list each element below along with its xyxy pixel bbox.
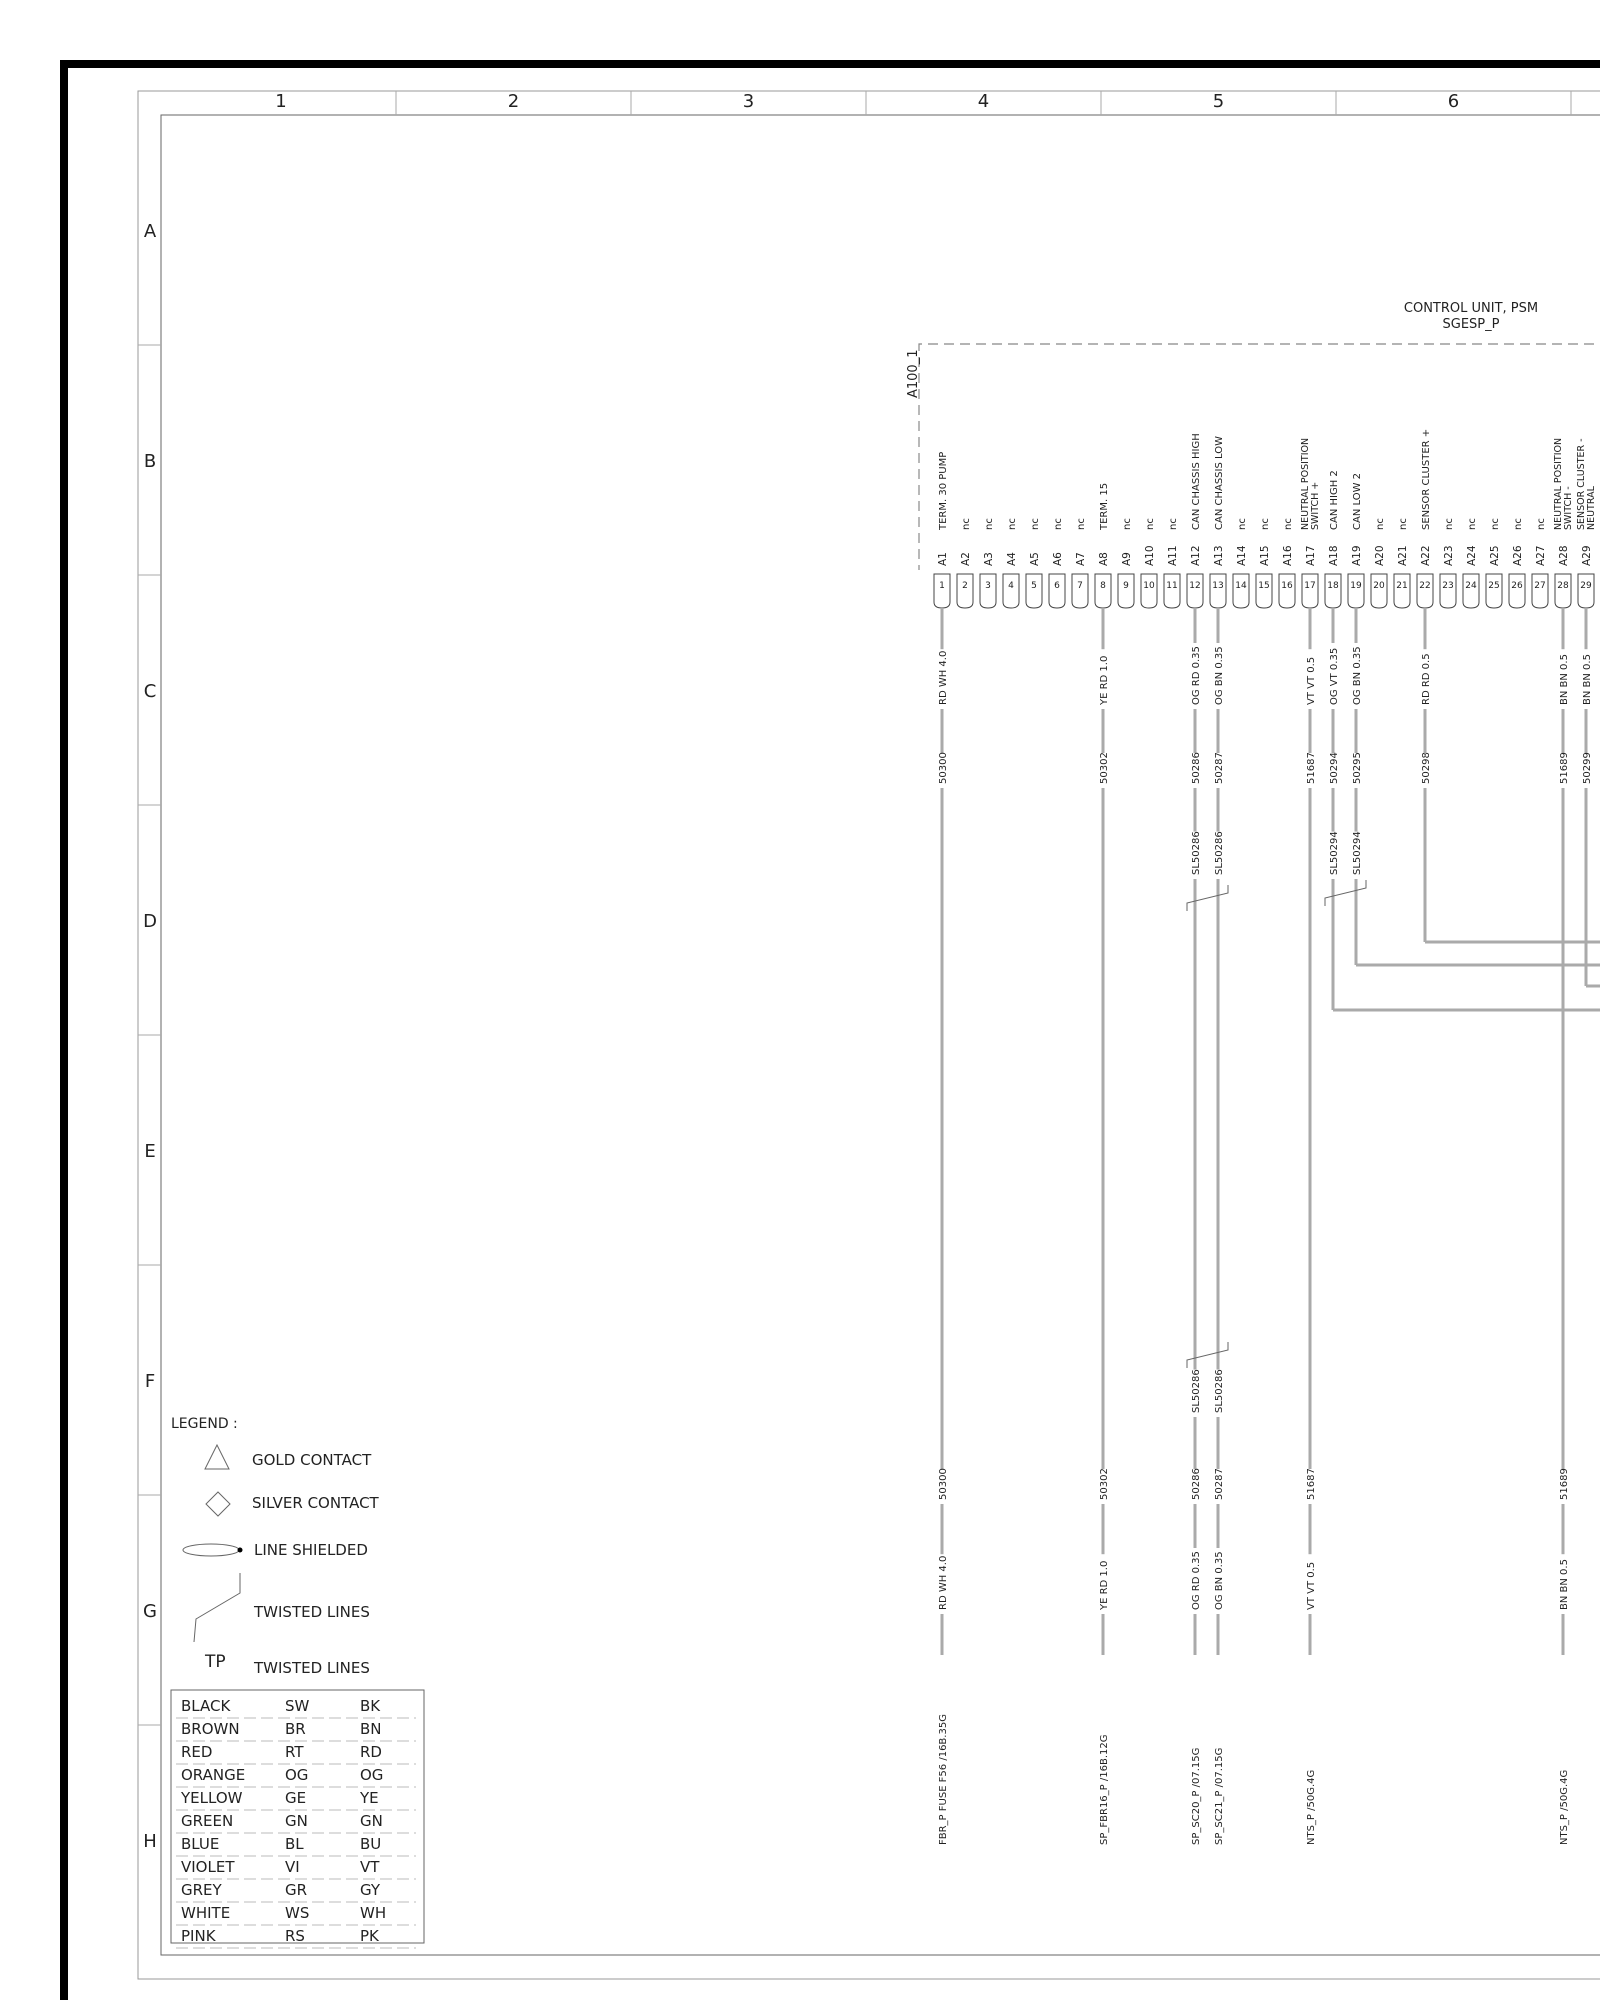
pin-terminal-box: [934, 574, 950, 608]
pin-number: 3: [985, 581, 991, 591]
color-table-cell: BK: [360, 1697, 381, 1715]
wire-destination: SP_SC20_P /07.15G: [1191, 1747, 1202, 1845]
grid-column-label: 1: [275, 91, 287, 112]
pin-function-label: nc: [1007, 518, 1018, 530]
grid-row-label: B: [143, 451, 157, 472]
pin-4[interactable]: [1003, 518, 1019, 608]
pin-number: 15: [1258, 581, 1270, 591]
shield-dot-icon: [238, 1548, 243, 1553]
pin-cavity-id: A7: [1075, 552, 1087, 566]
pin-function-label: nc: [1168, 518, 1179, 530]
color-table-cell: BU: [360, 1835, 382, 1853]
pin-6[interactable]: [1049, 518, 1065, 608]
grid-row-label: E: [144, 1141, 156, 1162]
wire-pin-1[interactable]: [936, 608, 949, 1845]
pin-cavity-id: A4: [1006, 552, 1018, 566]
grid-row-label: G: [143, 1601, 157, 1622]
pin-function-label: nc: [1030, 518, 1041, 530]
pin-function-label: nc: [1076, 518, 1087, 530]
pin-terminal-box: [1187, 574, 1203, 608]
grid-row-label: F: [144, 1371, 156, 1392]
grid-column-label: 4: [977, 91, 990, 112]
color-table-cell: GN: [285, 1812, 308, 1830]
wire-label: BN BN 0.5: [1582, 654, 1593, 705]
pin-function-label: nc: [1444, 518, 1455, 530]
wire-label: BN BN 0.5: [1559, 654, 1570, 705]
pin-terminal-box: [1555, 574, 1571, 608]
legend-title: LEGEND :: [171, 1416, 238, 1432]
pin-terminal-box: [1440, 574, 1456, 608]
pin-terminal-box: [1417, 574, 1433, 608]
wire-label: 50300: [938, 752, 949, 784]
wire-label: SL50286: [1214, 831, 1225, 875]
pin-terminal-box: [1509, 574, 1525, 608]
pin-cavity-id: A9: [1121, 552, 1133, 566]
pin-terminal-box: [1348, 574, 1364, 608]
pin-function-label: nc: [984, 518, 995, 530]
component-outline: [919, 344, 1600, 570]
pin-function-label: TERM. 30 PUMP: [938, 451, 949, 530]
pin-12[interactable]: [1187, 433, 1203, 608]
color-table-cell: GREEN: [181, 1812, 234, 1830]
pin-terminal-box: [1026, 574, 1042, 608]
twisted-pair-marker: [1187, 885, 1228, 911]
pin-number: 9: [1123, 581, 1129, 591]
wire-pin-29[interactable]: [1580, 608, 1600, 986]
wire-label: SL50286: [1191, 1369, 1202, 1413]
color-table-cell: VI: [285, 1858, 300, 1876]
pin-number: 1: [939, 581, 945, 591]
pin-number: 17: [1304, 581, 1316, 591]
pin-23[interactable]: [1440, 518, 1456, 608]
pin-3[interactable]: [980, 518, 996, 608]
wire-label: SL50286: [1191, 831, 1202, 875]
pin-cavity-id: A20: [1374, 545, 1386, 566]
pin-number: 22: [1419, 581, 1431, 591]
connector-pins: [934, 429, 1597, 608]
component-subtitle: SGESP_P: [1442, 317, 1500, 332]
pin-terminal-box: [1532, 574, 1548, 608]
wire-label: VT VT 0.5: [1306, 1561, 1317, 1610]
color-table-cell: BN: [360, 1720, 382, 1738]
twisted-pair-marker: [1325, 880, 1366, 906]
wire-label: RD WH 4.0: [938, 1555, 949, 1610]
pin-function-label: CAN CHASSIS LOW: [1214, 436, 1225, 530]
pin-15[interactable]: [1256, 518, 1272, 608]
drawing-border: [161, 115, 1600, 1955]
pin-cavity-id: A10: [1144, 545, 1156, 566]
pin-28[interactable]: [1553, 438, 1574, 608]
wire-label: OG VT 0.35: [1329, 647, 1340, 705]
line-shielded-icon: [183, 1544, 239, 1556]
reference-grid: [138, 91, 1571, 1852]
color-table-cell: RED: [181, 1743, 213, 1761]
pin-17[interactable]: [1300, 438, 1321, 608]
pin-function-label: SENSOR CLUSTER -NEUTRAL: [1576, 438, 1597, 530]
grid-row-label: H: [143, 1831, 157, 1852]
pin-24[interactable]: [1463, 518, 1479, 608]
wire-destination: SP_SC21_P /07.15G: [1214, 1747, 1225, 1845]
wire-label: YE RD 1.0: [1099, 655, 1110, 705]
color-table-cell: GREY: [181, 1881, 222, 1899]
wire-label: 50300: [938, 1468, 949, 1500]
pin-8[interactable]: [1095, 483, 1111, 608]
pin-number: 8: [1100, 581, 1106, 591]
pin-cavity-id: A26: [1512, 545, 1524, 566]
silver-contact-diamond-icon: [206, 1492, 230, 1516]
pin-22[interactable]: [1417, 429, 1433, 608]
wire-pin-12[interactable]: [1189, 608, 1202, 1845]
pin-cavity-id: A24: [1466, 545, 1478, 566]
wire-label: 50299: [1582, 752, 1593, 784]
wire-destination: FBR_P FUSE F56 /16B.35G: [938, 1714, 949, 1845]
wire-label: OG BN 0.35: [1214, 646, 1225, 705]
pin-function-label: CAN HIGH 2: [1329, 470, 1340, 530]
wire-label: 51687: [1306, 1468, 1317, 1500]
pin-number: 23: [1442, 581, 1454, 591]
pin-terminal-box: [1164, 574, 1180, 608]
pin-27[interactable]: [1532, 518, 1548, 608]
pin-cavity-id: A6: [1052, 552, 1064, 566]
wire-label: 50295: [1352, 752, 1363, 784]
pin-function-label: nc: [1053, 518, 1064, 530]
grid-column-label: 2: [507, 91, 520, 112]
pin-number: 2: [962, 581, 968, 591]
pin-number: 26: [1511, 581, 1523, 591]
wire-label: SL50294: [1329, 831, 1340, 875]
pin-19[interactable]: [1348, 473, 1364, 608]
pin-terminal-box: [1325, 574, 1341, 608]
pin-cavity-id: A8: [1098, 552, 1110, 566]
pin-cavity-id: A27: [1535, 545, 1547, 566]
pin-number: 27: [1534, 581, 1546, 591]
pin-cavity-id: A22: [1420, 545, 1432, 566]
pin-number: 25: [1488, 581, 1500, 591]
pin-cavity-id: A1: [937, 552, 949, 566]
pin-cavity-id: A21: [1397, 545, 1409, 566]
wires: [936, 608, 1600, 1845]
component-title: CONTROL UNIT, PSM: [1403, 301, 1539, 316]
pin-26[interactable]: [1509, 518, 1525, 608]
color-table-cell: BLUE: [181, 1835, 220, 1853]
grid-row-label: D: [143, 911, 157, 932]
pin-function-label: nc: [1375, 518, 1386, 530]
color-table-cell: SW: [285, 1697, 310, 1715]
pin-21[interactable]: [1394, 518, 1410, 608]
pin-terminal-box: [1118, 574, 1134, 608]
color-table-cell: VT: [360, 1858, 380, 1876]
pin-cavity-id: A17: [1305, 545, 1317, 566]
pin-terminal-box: [1463, 574, 1479, 608]
pin-cavity-id: A11: [1167, 545, 1179, 566]
pin-terminal-box: [1072, 574, 1088, 608]
wire-label: YE RD 1.0: [1099, 1560, 1110, 1610]
color-table-cell: GY: [360, 1881, 381, 1899]
pin-cavity-id: A5: [1029, 552, 1041, 566]
color-table-cell: ORANGE: [181, 1766, 246, 1784]
grid-column-label: 6: [1447, 91, 1460, 112]
pin-terminal-box: [1578, 574, 1594, 608]
color-table-cell: BLACK: [181, 1697, 231, 1715]
gold-contact-triangle-icon: [205, 1445, 229, 1469]
pin-function-label: CAN CHASSIS HIGH: [1191, 433, 1202, 530]
wire-pin-17[interactable]: [1304, 608, 1317, 1845]
wire-label: SL50286: [1214, 1369, 1225, 1413]
pin-25[interactable]: [1486, 518, 1502, 608]
wire-label: OG BN 0.35: [1214, 1551, 1225, 1610]
pin-function-label: CAN LOW 2: [1352, 473, 1363, 530]
pin-cavity-id: A16: [1282, 545, 1294, 566]
color-table-cell: YE: [360, 1789, 379, 1807]
color-table-cell: GR: [285, 1881, 308, 1899]
wire-label: OG RD 0.35: [1191, 646, 1202, 705]
pin-number: 11: [1166, 581, 1178, 591]
grid-row-label: A: [143, 221, 157, 242]
wire-label: 50302: [1099, 1468, 1110, 1500]
wire-color-table: [176, 1697, 416, 1948]
legend-tp-symbol: TP: [205, 1652, 226, 1672]
wire-pin-28[interactable]: [1557, 608, 1570, 1845]
wire-label: 51687: [1306, 752, 1317, 784]
pin-18[interactable]: [1325, 470, 1341, 608]
pin-function-label: nc: [1536, 518, 1547, 530]
pin-cavity-id: A19: [1351, 545, 1363, 566]
pin-1[interactable]: [934, 452, 950, 608]
wire-label: 50286: [1191, 752, 1202, 784]
pin-9[interactable]: [1118, 518, 1134, 608]
pin-2[interactable]: [957, 518, 973, 608]
pin-terminal-box: [1302, 574, 1318, 608]
color-table-cell: BROWN: [181, 1720, 240, 1738]
pin-terminal-box: [1095, 574, 1111, 608]
color-table-cell: WH: [360, 1904, 387, 1922]
wire-label: 50287: [1214, 752, 1225, 784]
color-table-cell: RD: [360, 1743, 382, 1761]
twisted-lines-icon: [194, 1573, 240, 1642]
wire-destination: NTS_P /50G.4G: [1559, 1769, 1570, 1845]
color-table-cell: RT: [285, 1743, 304, 1761]
pin-14[interactable]: [1233, 518, 1249, 608]
legend-twisted-tp: TWISTED LINES: [254, 1659, 370, 1677]
pin-terminal-box: [1486, 574, 1502, 608]
pin-11[interactable]: [1164, 518, 1180, 608]
pin-function-label: NEUTRAL POSITIONSWITCH -: [1553, 437, 1574, 530]
wire-label: BN BN 0.5: [1559, 1559, 1570, 1610]
pin-function-label: nc: [1145, 518, 1156, 530]
pin-cavity-id: A2: [960, 552, 972, 566]
pin-number: 29: [1580, 581, 1592, 591]
wire-label: RD WH 4.0: [938, 650, 949, 705]
pin-13[interactable]: [1210, 436, 1226, 608]
pin-number: 28: [1557, 581, 1569, 591]
wire-label: 50286: [1191, 1468, 1202, 1500]
color-table-cell: YELLOW: [181, 1789, 243, 1807]
pin-number: 20: [1373, 581, 1385, 591]
pin-number: 16: [1281, 581, 1293, 591]
pin-terminal-box: [1394, 574, 1410, 608]
pin-cavity-id: A23: [1443, 545, 1455, 566]
pin-function-label: nc: [961, 518, 972, 530]
color-table-cell: PINK: [181, 1927, 216, 1945]
pin-terminal-box: [1233, 574, 1249, 608]
grid-row-label: C: [143, 681, 157, 702]
pin-cavity-id: A12: [1190, 545, 1202, 566]
wire-label: SL50294: [1352, 831, 1363, 875]
wire-label: 50294: [1329, 752, 1340, 784]
pin-number: 13: [1212, 581, 1224, 591]
pin-number: 21: [1396, 581, 1408, 591]
grid-column-label: 5: [1212, 91, 1225, 112]
pin-function-label: SENSOR CLUSTER +: [1421, 428, 1432, 530]
pin-number: 10: [1143, 581, 1155, 591]
legend-twisted: TWISTED LINES: [254, 1603, 370, 1621]
pin-cavity-id: A14: [1236, 545, 1248, 566]
wire-label: 50302: [1099, 752, 1110, 784]
wire-label: 50287: [1214, 1468, 1225, 1500]
wire-pin-22[interactable]: [1419, 608, 1600, 942]
wire-label: OG BN 0.35: [1352, 646, 1363, 705]
color-table-cell: OG: [360, 1766, 384, 1784]
wire-label: 51689: [1559, 1468, 1570, 1500]
pin-number: 5: [1031, 581, 1037, 591]
twisted-pair-marker: [1187, 1342, 1228, 1368]
pin-function-label: TERM. 15: [1099, 482, 1110, 530]
pin-function-label: nc: [1398, 518, 1409, 530]
wire-destination: SP_FBR16_P /16B.12G: [1099, 1734, 1110, 1845]
pin-number: 6: [1054, 581, 1060, 591]
wire-pin-8[interactable]: [1097, 608, 1110, 1845]
pin-29[interactable]: [1576, 438, 1597, 608]
color-table-cell: RS: [285, 1927, 305, 1945]
color-table-cell: GN: [360, 1812, 383, 1830]
wire-pin-13[interactable]: [1212, 608, 1225, 1845]
pin-cavity-id: A15: [1259, 545, 1271, 566]
pin-number: 12: [1189, 581, 1201, 591]
pin-function-label: nc: [1490, 518, 1501, 530]
pin-terminal-box: [1003, 574, 1019, 608]
pin-5[interactable]: [1026, 518, 1042, 608]
pin-function-label: nc: [1122, 518, 1133, 530]
color-table-cell: VIOLET: [181, 1858, 235, 1876]
wire-label: 51689: [1559, 752, 1570, 784]
pin-function-label: nc: [1467, 518, 1478, 530]
pin-function-label: nc: [1260, 518, 1271, 530]
legend-shielded: LINE SHIELDED: [254, 1541, 368, 1559]
pin-terminal-box: [1256, 574, 1272, 608]
pin-function-label: nc: [1513, 518, 1524, 530]
wire-label: RD RD 0.5: [1421, 653, 1432, 705]
color-table-cell: WHITE: [181, 1904, 231, 1922]
legend-silver: SILVER CONTACT: [252, 1494, 379, 1512]
grid-column-label: 3: [742, 91, 755, 112]
legend: [171, 1416, 424, 1948]
pin-cavity-id: A28: [1558, 545, 1570, 566]
pin-terminal-box: [1049, 574, 1065, 608]
color-table-cell: BR: [285, 1720, 306, 1738]
pin-20[interactable]: [1371, 518, 1387, 608]
wire-label: OG RD 0.35: [1191, 1551, 1202, 1610]
color-table-cell: BL: [285, 1835, 304, 1853]
pin-10[interactable]: [1141, 518, 1157, 608]
pin-terminal-box: [1279, 574, 1295, 608]
pin-number: 4: [1008, 581, 1014, 591]
pin-terminal-box: [1141, 574, 1157, 608]
pin-terminal-box: [1210, 574, 1226, 608]
color-table-cell: PK: [360, 1927, 379, 1945]
pin-number: 7: [1077, 581, 1083, 591]
pin-7[interactable]: [1072, 518, 1088, 608]
color-table-cell: OG: [285, 1766, 309, 1784]
legend-gold: GOLD CONTACT: [252, 1451, 372, 1469]
pin-number: 18: [1327, 581, 1339, 591]
wire-destination: NTS_P /50G.4G: [1306, 1769, 1317, 1845]
wire-label: 50298: [1421, 752, 1432, 784]
pin-function-label: NEUTRAL POSITIONSWITCH +: [1300, 437, 1321, 530]
pin-terminal-box: [980, 574, 996, 608]
pin-16[interactable]: [1279, 518, 1295, 608]
pin-function-label: nc: [1237, 518, 1248, 530]
pin-cavity-id: A18: [1328, 545, 1340, 566]
color-table-cell: WS: [285, 1904, 310, 1922]
grid-frame: [138, 91, 1600, 1979]
pin-cavity-id: A25: [1489, 545, 1501, 566]
pin-function-label: nc: [1283, 518, 1294, 530]
pin-cavity-id: A3: [983, 552, 995, 566]
pin-terminal-box: [1371, 574, 1387, 608]
wire-label: VT VT 0.5: [1306, 656, 1317, 705]
pin-number: 19: [1350, 581, 1362, 591]
color-table-cell: GE: [285, 1789, 307, 1807]
component-ref: A100_1: [906, 349, 921, 398]
pin-terminal-box: [957, 574, 973, 608]
pin-cavity-id: A29: [1581, 545, 1593, 566]
pin-number: 24: [1465, 581, 1477, 591]
pin-cavity-id: A13: [1213, 545, 1225, 566]
pin-number: 14: [1235, 581, 1247, 591]
